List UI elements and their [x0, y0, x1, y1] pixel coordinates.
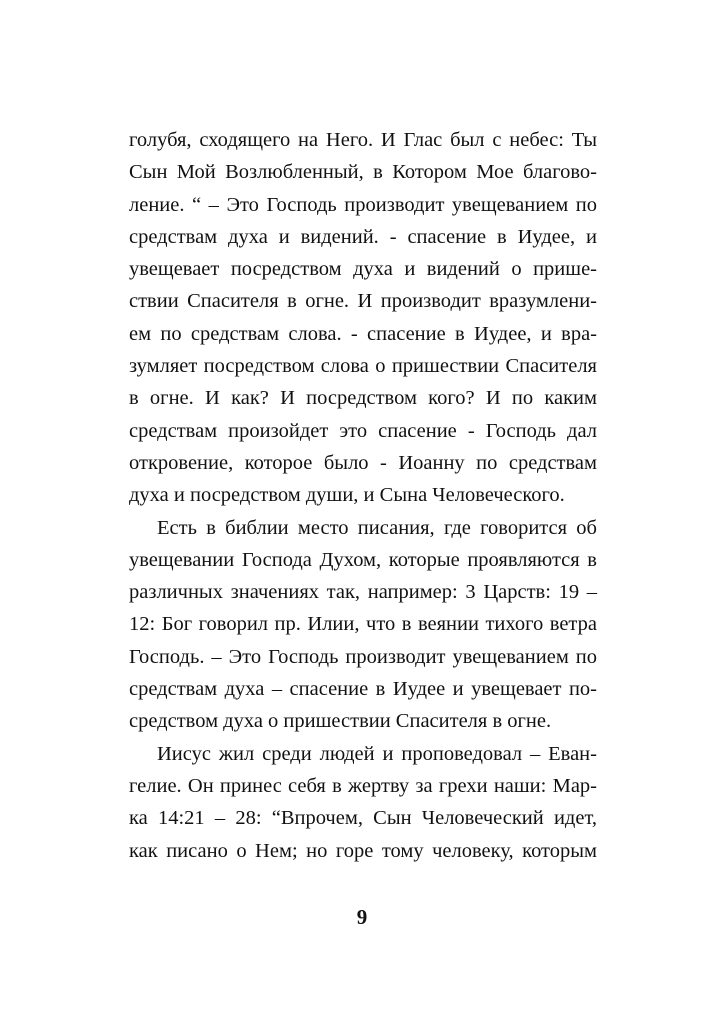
text-line: 12: Бог говорил пр. Илии, что в веянии тихого ветра	[129, 613, 597, 636]
text-line: голубя, сходящего на Него. И Глас был с небес: Ты	[129, 129, 597, 151]
text-line: ем по средствам слова. - спасение в Иудее, и вра-	[129, 322, 597, 345]
text-line: Господь. – Это Господь производит увещеванием по	[129, 645, 597, 668]
text-line: гелие. Он принес себя в жертву за грехи наши: Мар-	[129, 774, 597, 797]
text-line: зумляет посредством слова о пришествии Спасителя	[129, 355, 597, 378]
text-line: духа и посредством души, и Сына Человеческого.	[129, 484, 565, 507]
text-line: различных значениях так, например: 3 Царств: 19 –	[129, 581, 597, 604]
text-line: увещевании Господа Духом, которые проявляются в	[129, 548, 597, 571]
text-line: ка 14:21 – 28: “Впрочем, Сын Человеческий идет,	[129, 807, 597, 830]
text-line: ствии Спасителя в огне. И производит вразумлени-	[129, 290, 597, 313]
text-line: Иисус жил среди людей и проповедовал – Еван-	[157, 742, 597, 765]
text-line: ление. “ – Это Господь производит увещеванием по	[129, 193, 597, 216]
page-number: 9	[356, 905, 368, 929]
text-line: средствам духа и видений. - спасение в Иудее, и	[129, 225, 597, 248]
text-line: средствам духа – спасение в Иудее и увещевает по-	[129, 678, 597, 701]
text-line: средствам произойдет это спасение - Господь дал	[129, 419, 597, 442]
text-line: Сын Мой Возлюбленный, в Котором Мое благово-	[129, 161, 597, 184]
text-line: откровение, которое было - Иоанну по средствам	[129, 451, 597, 474]
text-line: увещевает посредством духа и видений о прише-	[129, 258, 597, 281]
text-line: как писано о Нем; но горе тому человеку, которым	[129, 839, 597, 862]
body-text	[129, 124, 597, 867]
text-line: в огне. И как? И посредством кого? И по каким	[129, 387, 597, 410]
text-line: Есть в библии место писания, где говорится об	[157, 516, 597, 539]
text-line: средством духа о пришествии Спасителя в огне.	[129, 710, 552, 733]
